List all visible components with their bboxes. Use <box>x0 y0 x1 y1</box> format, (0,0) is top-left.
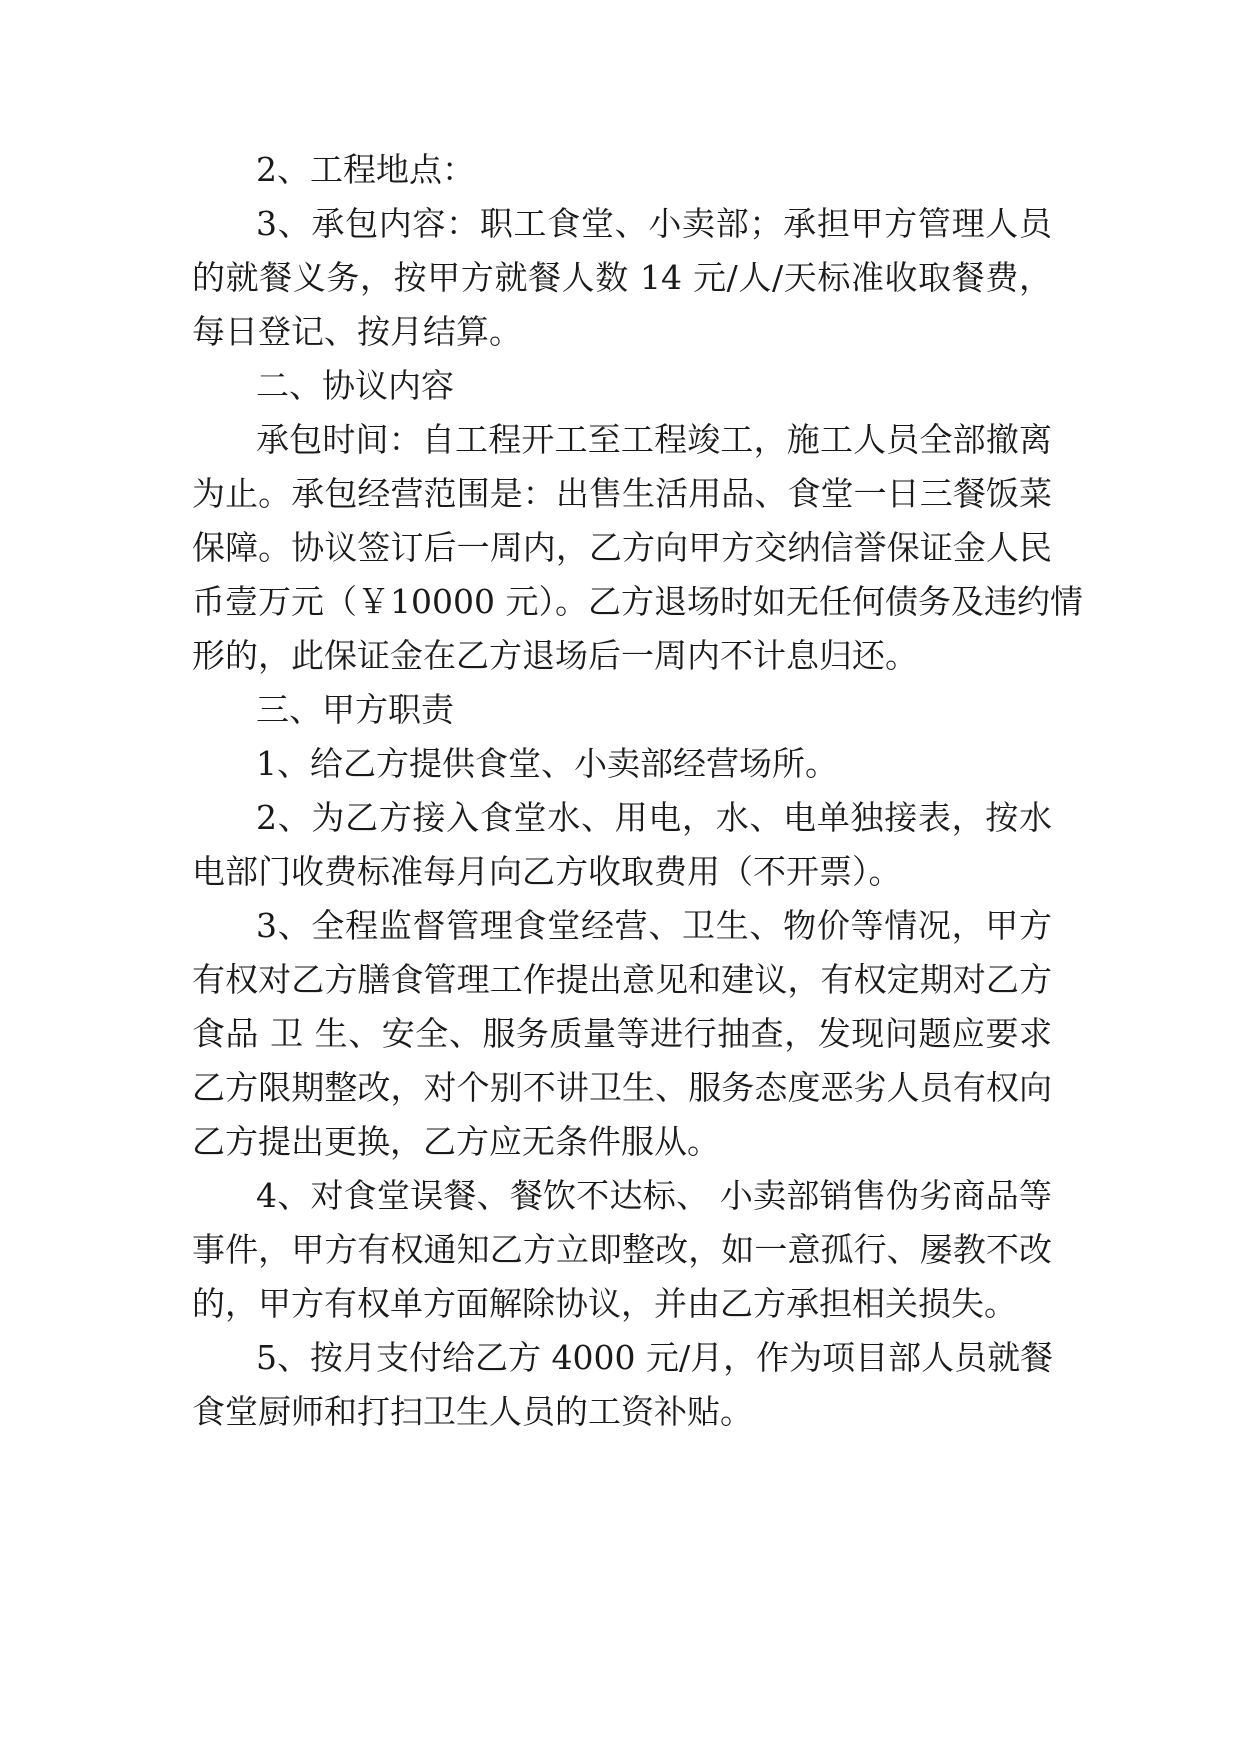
text-line-term-4: 币壹万元（￥10000 元）。乙方退场时如无任何债务及违约情 <box>192 582 1083 621</box>
text-line-duty-1: 1、给乙方提供食堂、小卖部经营场所。 <box>256 744 838 783</box>
text-line-term-1: 承包时间：自工程开工至工程竣工，施工人员全部撤离 <box>256 420 1052 459</box>
text-line-duty-3c: 食品 卫 生、安全、服务质量等进行抽查，发现问题应要求 <box>192 1014 1052 1053</box>
text-line-term-5: 形的，此保证金在乙方退场后一周内不计息归还。 <box>192 636 918 675</box>
text-line-duty-3d: 乙方限期整改，对个别不讲卫生、服务态度恶劣人员有权向 <box>192 1068 1052 1107</box>
text-line-duty-4c: 的，甲方有权单方面解除协议，并由乙方承担相关损失。 <box>192 1284 1017 1323</box>
text-line-contract-content-1: 3、承包内容：职工食堂、小卖部；承担甲方管理人员 <box>256 204 1052 243</box>
text-line-project-location: 2、工程地点： <box>256 150 475 189</box>
text-line-duty-5a: 5、按月支付给乙方 4000 元/月，作为项目部人员就餐 <box>256 1338 1054 1377</box>
text-line-duty-5b: 食堂厨师和打扫卫生人员的工资补贴。 <box>192 1392 753 1431</box>
text-line-contract-content-3: 每日登记、按月结算。 <box>192 312 522 351</box>
text-line-term-3: 保障。协议签订后一周内，乙方向甲方交纳信誉保证金人民 <box>192 528 1052 567</box>
text-line-contract-content-2: 的就餐义务，按甲方就餐人数 14 元/人/天标准收取餐费， <box>192 258 1052 297</box>
section-heading-agreement: 二、协议内容 <box>256 366 454 405</box>
text-line-duty-2a: 2、为乙方接入食堂水、用电，水、电单独接表，按水 <box>256 798 1052 837</box>
text-line-duty-3b: 有权对乙方膳食管理工作提出意见和建议，有权定期对乙方 <box>192 960 1052 999</box>
text-line-duty-3a: 3、全程监督管理食堂经营、卫生、物价等情况，甲方 <box>256 906 1052 945</box>
text-line-duty-3e: 乙方提出更换，乙方应无条件服从。 <box>192 1122 720 1161</box>
text-line-duty-2b: 电部门收费标准每月向乙方收取费用（不开票）。 <box>192 852 902 891</box>
text-line-term-2: 为止。承包经营范围是：出售生活用品、食堂一日三餐饭菜 <box>192 474 1052 513</box>
section-heading-party-a-duties: 三、甲方职责 <box>256 690 454 729</box>
text-line-duty-4b: 事件，甲方有权通知乙方立即整改，如一意孤行、屡教不改 <box>192 1230 1052 1269</box>
text-line-duty-4a: 4、对食堂误餐、餐饮不达标、 小卖部销售伪劣商品等 <box>256 1176 1052 1215</box>
